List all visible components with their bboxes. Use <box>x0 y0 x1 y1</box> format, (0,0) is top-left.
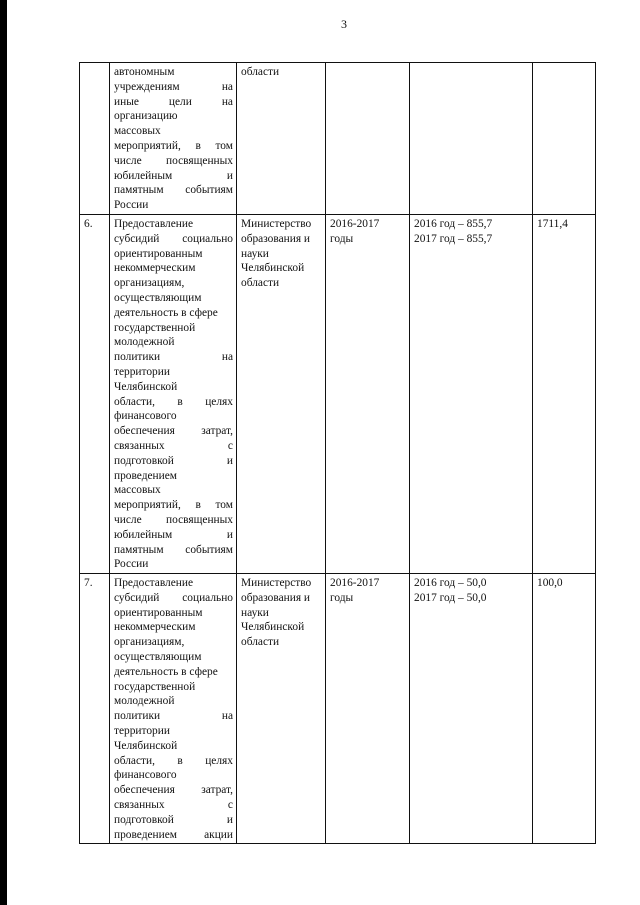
activity-name-line: учреждениям на <box>114 80 233 93</box>
activity-name-line: ориентированным <box>114 606 203 619</box>
period-cell <box>326 214 410 573</box>
activity-name-line: государственной <box>114 680 196 693</box>
activity-name-line: обеспечения затрат, <box>114 425 233 438</box>
activity-name-cell <box>110 63 237 215</box>
activity-name-line: Предоставление <box>114 577 194 590</box>
executor-line: образования и <box>241 591 311 604</box>
total-cell <box>533 574 596 844</box>
executor-line: науки <box>241 247 269 260</box>
table-row <box>80 63 596 215</box>
activity-name-line: молодежной <box>114 336 175 349</box>
activity-name-line: ориентированным <box>114 247 203 260</box>
activity-name-line: территории <box>114 725 170 738</box>
executor-cell <box>237 574 326 844</box>
activity-name-line: числе посвященных <box>114 513 233 526</box>
activity-name-line: обеспечения затрат, <box>114 784 233 797</box>
period-line: годы <box>330 591 354 604</box>
activity-name-line: числе посвященных <box>114 154 233 167</box>
period-line: 2016-2017 <box>330 577 380 590</box>
executor-cell <box>237 214 326 573</box>
executor-line: области <box>241 66 280 78</box>
row-number-cell <box>80 214 110 573</box>
activity-name-line: мероприятий, в том <box>114 499 233 512</box>
activity-name-line: Челябинской <box>114 739 178 752</box>
activity-name-line: финансового <box>114 410 177 423</box>
activity-name-line: некоммерческим <box>114 262 196 275</box>
total-cell <box>533 214 596 573</box>
executor-line: Министерство <box>241 577 312 590</box>
activity-name-line: некоммерческим <box>114 621 196 634</box>
activity-name-line: автономным <box>114 66 175 78</box>
period-line: годы <box>330 232 354 245</box>
activity-name-line: деятельность в сфере <box>114 306 218 319</box>
funding-cell <box>410 63 533 215</box>
activity-name-line: России <box>114 199 149 212</box>
executor-line: области <box>241 277 280 290</box>
activity-name-cell <box>110 214 237 573</box>
total-cell <box>533 63 596 215</box>
activity-name-line: юбилейным и <box>114 528 233 541</box>
activity-name-line: памятным событиям <box>114 543 233 556</box>
total-amount: 1711,4 <box>537 217 568 230</box>
row-number-cell <box>80 574 110 844</box>
activity-name-line: политики на <box>114 710 233 723</box>
activity-name-line: области, в целях <box>114 395 233 408</box>
funding-line: 2016 год – 855,7 <box>414 217 493 230</box>
activity-name-line: массовых <box>114 484 161 497</box>
activity-name-line: проведением акции <box>114 828 233 841</box>
executor-line: Челябинской <box>241 262 305 275</box>
table-row <box>80 214 596 573</box>
activity-name-cell <box>110 574 237 844</box>
funding-cell <box>410 574 533 844</box>
activity-name-line: государственной <box>114 321 196 334</box>
program-activities-table <box>79 62 596 844</box>
activity-name-line: связанных с <box>114 439 233 452</box>
row-number: 6. <box>84 217 93 230</box>
period-cell <box>326 574 410 844</box>
row-number: 7. <box>84 577 93 590</box>
funding-line: 2017 год – 50,0 <box>414 591 487 604</box>
executor-line: Министерство <box>241 217 312 230</box>
activity-name-line: памятным событиям <box>114 184 233 197</box>
period-line: 2016-2017 <box>330 217 380 230</box>
activity-name-line: молодежной <box>114 695 175 708</box>
executor-line: образования и <box>241 232 311 245</box>
activity-name-line: подготовкой и <box>114 813 233 826</box>
activity-name-line: иные цели на <box>114 95 233 108</box>
activity-name-line: осуществляющим <box>114 651 202 664</box>
activity-name-line: Предоставление <box>114 217 194 230</box>
activity-name-line: массовых <box>114 125 161 138</box>
page-number: 3 <box>341 17 347 31</box>
activity-name-line: Челябинской <box>114 380 178 393</box>
scan-binding-edge <box>0 0 7 905</box>
activity-name-line: субсидий социально <box>114 232 233 245</box>
period-cell <box>326 63 410 215</box>
executor-line: области <box>241 636 280 649</box>
activity-name-line: связанных с <box>114 799 233 812</box>
activity-name-line: организацию <box>114 110 178 123</box>
activity-name-line: политики на <box>114 351 233 364</box>
activity-name-line: деятельность в сфере <box>114 665 218 678</box>
activity-name-line: юбилейным и <box>114 169 233 182</box>
executor-line: Челябинской <box>241 621 305 634</box>
activity-name-line: финансового <box>114 769 177 782</box>
activity-name-line: мероприятий, в том <box>114 139 233 152</box>
activity-name-line: субсидий социально <box>114 591 233 604</box>
activity-name-line: области, в целях <box>114 754 233 767</box>
total-amount: 100,0 <box>537 577 563 590</box>
activity-name-line: подготовкой и <box>114 454 233 467</box>
activity-name-line: проведением <box>114 469 178 482</box>
activity-name-line: осуществляющим <box>114 291 202 304</box>
activity-name-line: организациям, <box>114 277 185 290</box>
activity-name-line: территории <box>114 365 170 378</box>
row-number-cell <box>80 63 110 215</box>
activity-name-line: организациям, <box>114 636 185 649</box>
funding-line: 2017 год – 855,7 <box>414 232 493 245</box>
executor-cell <box>237 63 326 215</box>
executor-line: науки <box>241 606 269 619</box>
funding-cell <box>410 214 533 573</box>
table-row <box>80 574 596 844</box>
activity-name-line: России <box>114 558 149 571</box>
funding-line: 2016 год – 50,0 <box>414 577 487 590</box>
